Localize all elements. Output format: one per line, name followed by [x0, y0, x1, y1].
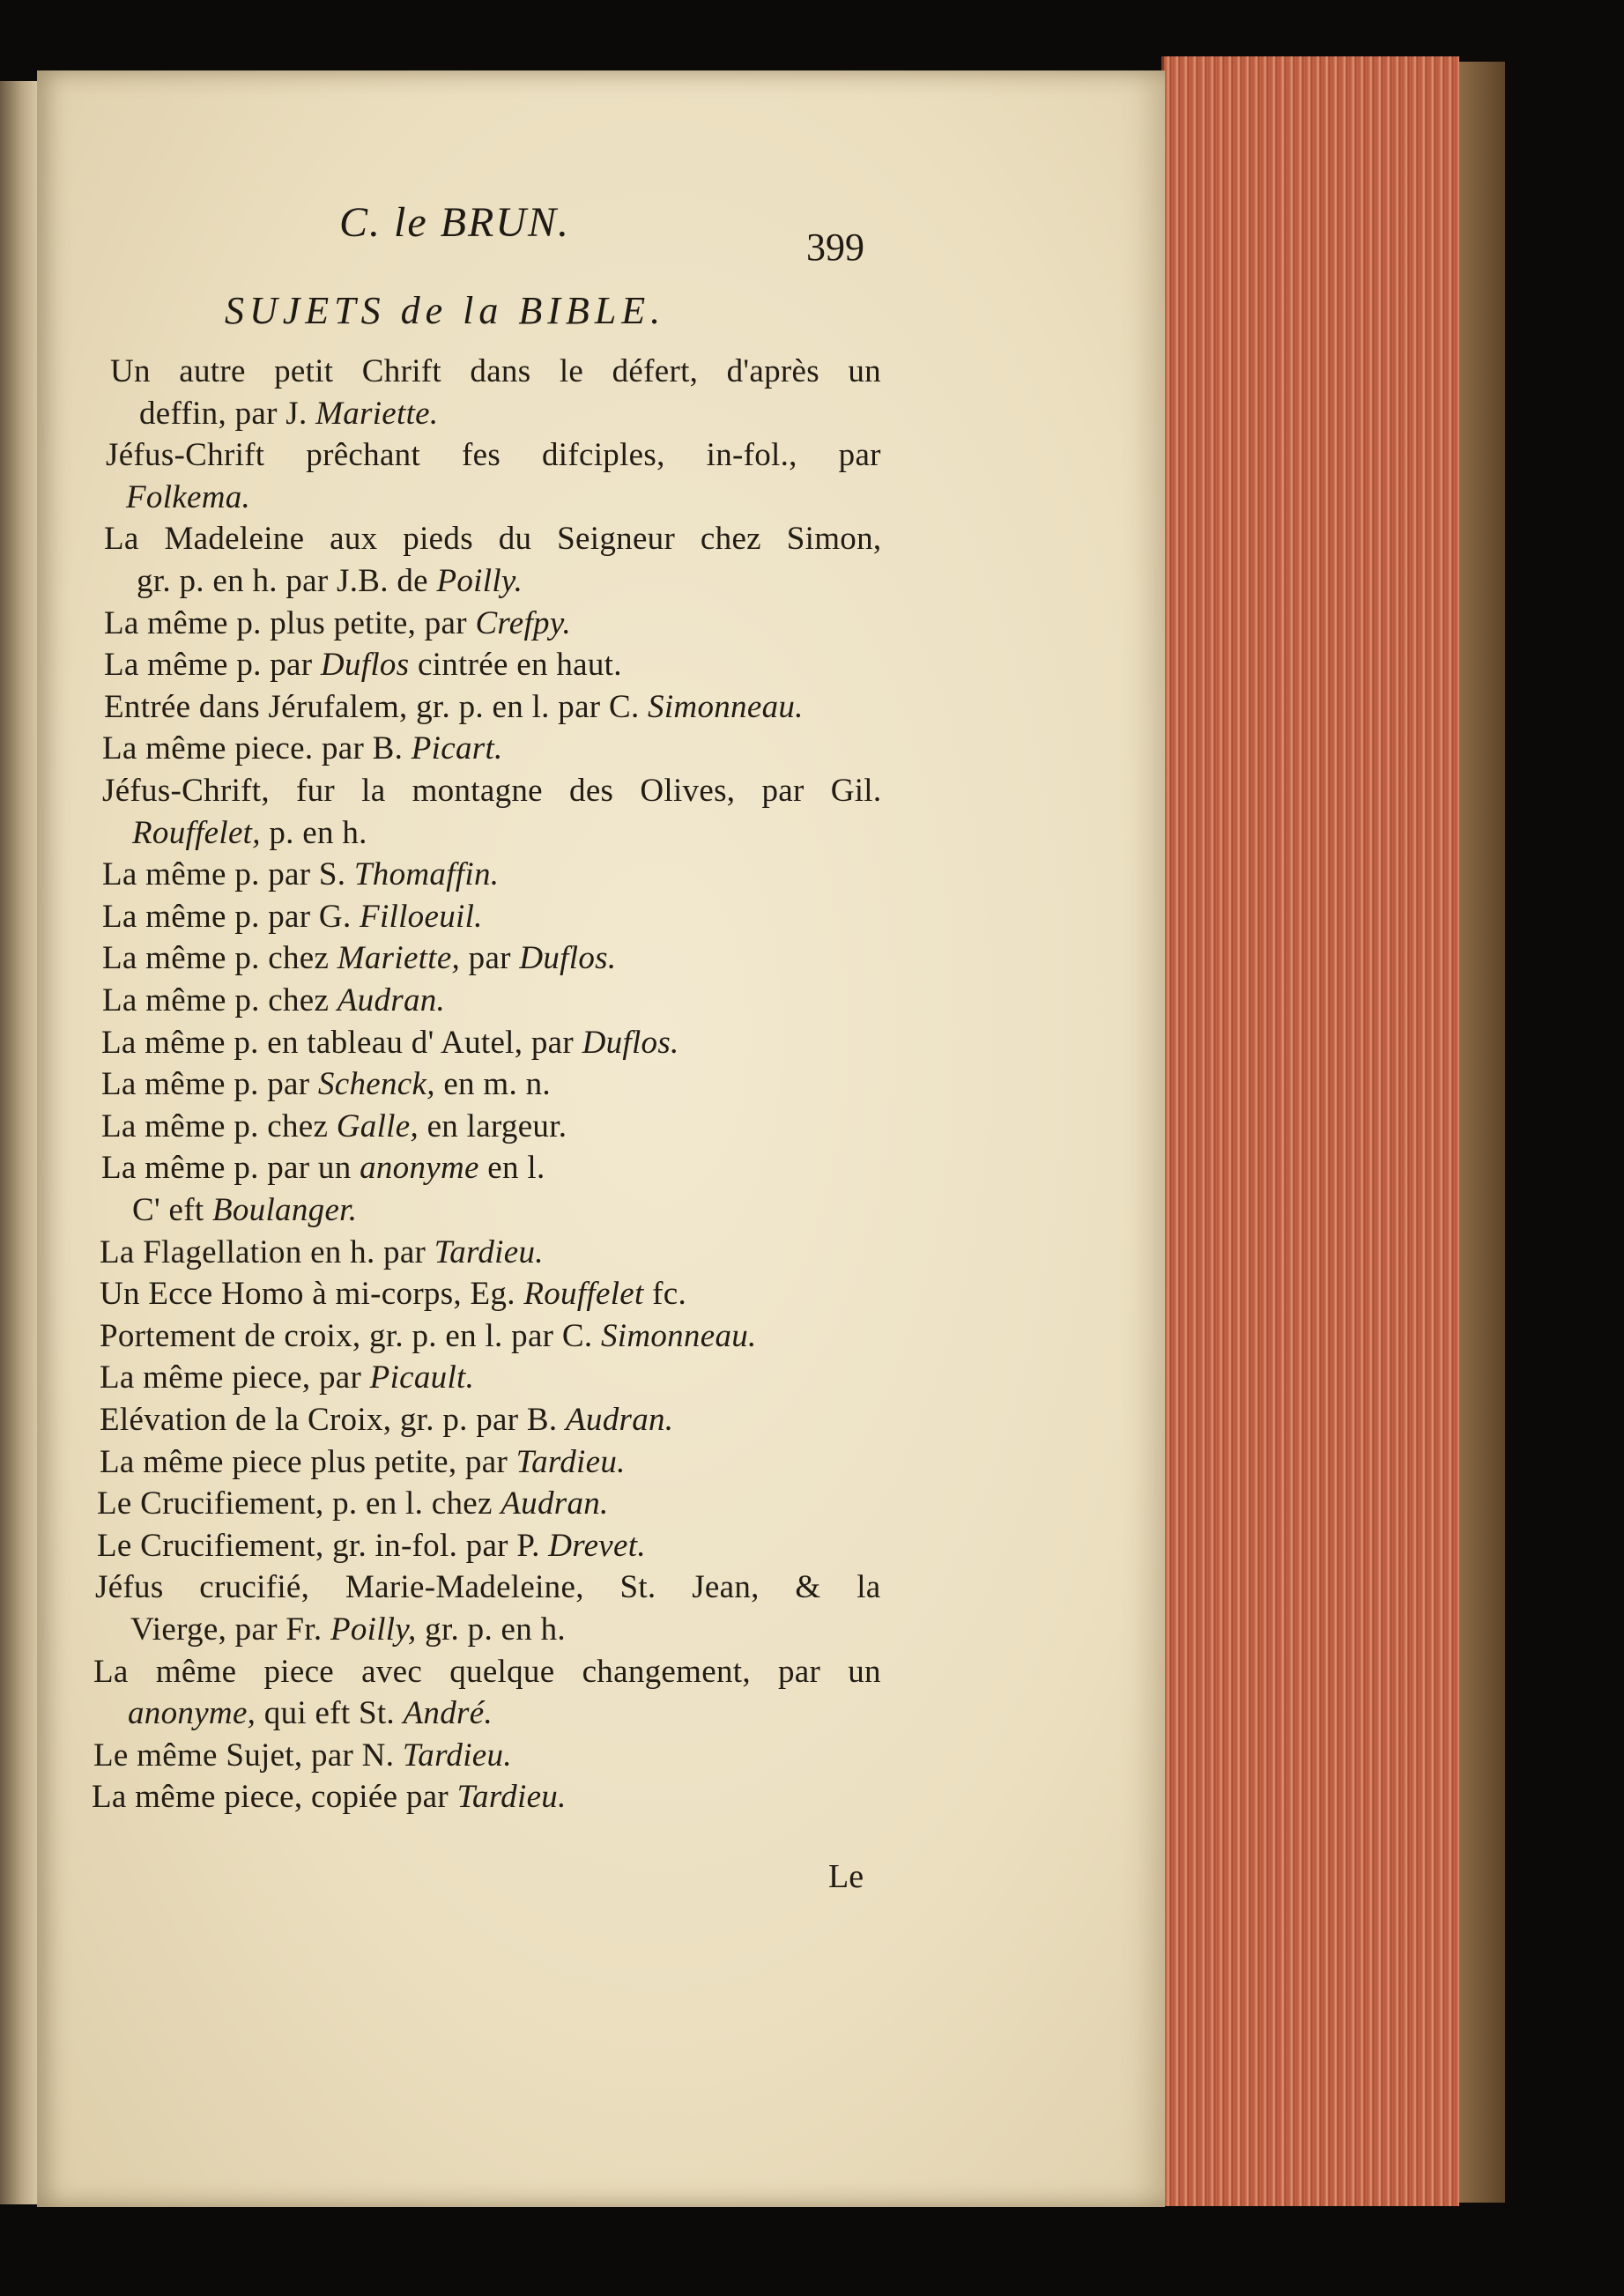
entry-text: La même p. en tableau d' Autel, par: [101, 1024, 582, 1061]
entry-name-italic: Filloeuil.: [360, 898, 483, 935]
entry-name-italic: Crefpy.: [475, 604, 572, 641]
entry-line: [100, 1359, 474, 1396]
entry-text: C' eft: [132, 1192, 212, 1228]
entry-name-italic: Schenck,: [317, 1066, 435, 1103]
entry-text: cintrée en haut.: [409, 647, 622, 684]
entry-line: [132, 1191, 357, 1229]
entry-text: La même p. par G.: [102, 898, 360, 935]
facing-page-edge: [0, 81, 37, 2204]
entry-text: par: [460, 940, 520, 977]
entry-line: [102, 855, 499, 893]
entry-text: La même piece, copiée par: [92, 1779, 457, 1816]
entry-text: La Flagellation en h. par: [100, 1233, 434, 1270]
entry-text: La même piece plus petite, par: [100, 1443, 516, 1480]
entry-line: [102, 898, 483, 936]
entry-line: [139, 395, 438, 433]
entry-name-italic: Audran.: [501, 1485, 609, 1522]
entry-line: [130, 1611, 566, 1648]
entry-text: Vierge, par Fr.: [130, 1611, 330, 1648]
entry-text: en l.: [478, 1150, 545, 1187]
entry-name-italic: Thomaffin.: [353, 856, 500, 893]
entry-line: [137, 562, 523, 600]
entry-line: [102, 772, 881, 810]
entry-name-italic: Poilly.: [436, 563, 523, 599]
entry-name-italic: Drevet.: [548, 1527, 646, 1564]
entry-text: Portement de croix, gr. p. en l. par C.: [100, 1317, 601, 1354]
entry-text: La même p. par S.: [102, 856, 354, 893]
entry-line: [104, 520, 881, 558]
entry-line: [100, 1401, 673, 1439]
entry-text: Le même Sujet, par N.: [93, 1737, 403, 1774]
entry-line: [95, 1568, 881, 1606]
entry-text: La même p. chez: [102, 940, 337, 977]
page-number: 399: [806, 226, 864, 269]
entry-name-italic: Folkema.: [126, 478, 251, 515]
catchword: Le: [828, 1858, 864, 1895]
entry-name-italic: Mariette,: [337, 940, 461, 977]
entry-line: [126, 478, 250, 516]
entry-line: [93, 1653, 881, 1691]
entry-name-italic: Rouffelet,: [132, 814, 261, 851]
entry-name-italic: anonyme,: [128, 1695, 256, 1732]
entry-text: Elévation de la Croix, gr. p. par B.: [100, 1402, 566, 1438]
entry-text: qui eft St.: [256, 1695, 404, 1732]
entry-line: [100, 1275, 686, 1313]
entry-text: La Madeleine aux pieds du Seigneur chez Simon,: [104, 521, 882, 558]
entry-text: La même p. chez: [101, 1107, 337, 1144]
entry-name-italic: Picart.: [411, 730, 503, 767]
entry-line: [92, 1778, 567, 1816]
entry-name-italic: Duflos: [320, 647, 410, 684]
entry-name-italic: Duflos.: [519, 940, 617, 977]
page-block-edges: [1161, 56, 1459, 2206]
entry-text: La même piece avec quelque changement, par un: [93, 1653, 881, 1690]
entry-line: [104, 688, 804, 726]
entry-text: La même piece, par: [100, 1359, 370, 1396]
entry-text: fc.: [643, 1276, 687, 1313]
entry-text: deffin, par J.: [139, 395, 316, 432]
entry-line: [101, 1065, 551, 1103]
entry-name-italic: Rouffelet: [523, 1276, 644, 1313]
entry-line: [100, 1317, 757, 1355]
entry-line: [100, 1233, 544, 1271]
entry-name-italic: Picault.: [369, 1359, 475, 1396]
entry-name-italic: Boulanger.: [211, 1192, 358, 1228]
entry-line: [104, 604, 571, 642]
entry-text: Entrée dans Jérufalem, gr. p. en l. par C.: [104, 688, 649, 725]
entry-line: [101, 1107, 567, 1145]
entry-name-italic: Audran.: [337, 982, 446, 1018]
entry-name-italic: Poilly,: [330, 1611, 417, 1648]
entry-line: [102, 730, 503, 767]
entry-text: gr. p. en h.: [416, 1611, 566, 1648]
entry-name-italic: Mariette.: [315, 395, 439, 432]
entry-text: Jéfus-Chrift prêchant fes difciples, in-fol., par: [106, 437, 881, 474]
entry-text: en largeur.: [419, 1107, 567, 1144]
running-head: C. le BRUN.: [339, 199, 570, 246]
entry-line: [102, 939, 616, 977]
entry-text: Jéfus crucifié, Marie-Madeleine, St. Jean, & la: [95, 1569, 881, 1606]
entry-text: Le Crucifiement, p. en l. chez: [97, 1485, 501, 1522]
entry-text: Jéfus-Chrift, fur la montagne des Olives, par Gil.: [102, 773, 882, 809]
entry-text: Le Crucifiement, gr. in-fol. par P.: [97, 1527, 549, 1564]
entry-text: en m. n.: [434, 1066, 551, 1103]
entry-name-italic: Tardieu.: [515, 1443, 626, 1480]
entry-name-italic: Duflos.: [582, 1024, 679, 1061]
entry-text: La même p. chez: [102, 982, 337, 1018]
entry-line: [101, 1024, 679, 1062]
entry-line: [132, 814, 367, 852]
entry-name-italic: Tardieu.: [402, 1737, 512, 1774]
entry-line: [101, 1149, 545, 1187]
entry-text: gr. p. en h. par J.B. de: [137, 563, 437, 599]
entry-name-italic: Tardieu.: [434, 1233, 544, 1270]
entry-text: Un Ecce Homo à mi-corps, Eg.: [100, 1276, 524, 1313]
entry-text: La même p. plus petite, par: [104, 604, 476, 641]
entry-line: [93, 1737, 512, 1774]
entry-name-italic: André.: [403, 1695, 493, 1732]
entry-name-italic: Galle,: [336, 1107, 419, 1144]
entry-text: La même piece. par B.: [102, 730, 412, 767]
entry-text: La même p. par: [101, 1066, 318, 1103]
entry-text: La même p. par un: [101, 1150, 360, 1187]
entry-line: [106, 436, 881, 474]
entry-line: [97, 1485, 609, 1522]
entry-text: La même p. par: [104, 647, 321, 684]
entry-line: [128, 1694, 493, 1732]
entry-name-italic: anonyme: [360, 1150, 479, 1187]
entry-text: Un autre petit Chrift dans le défert, d'après un: [110, 353, 881, 389]
entry-line: [102, 981, 445, 1019]
entry-name-italic: Simonneau.: [600, 1317, 757, 1354]
entry-line: [100, 1443, 626, 1481]
entry-line: [97, 1527, 646, 1565]
entry-name-italic: Audran.: [566, 1402, 674, 1438]
entry-name-italic: Tardieu.: [456, 1779, 567, 1816]
entry-name-italic: Simonneau.: [648, 688, 804, 725]
entry-line: [104, 646, 622, 684]
section-title: SUJETS de la BIBLE.: [225, 289, 666, 332]
entry-line: [110, 352, 881, 390]
entry-text: p. en h.: [260, 814, 367, 851]
